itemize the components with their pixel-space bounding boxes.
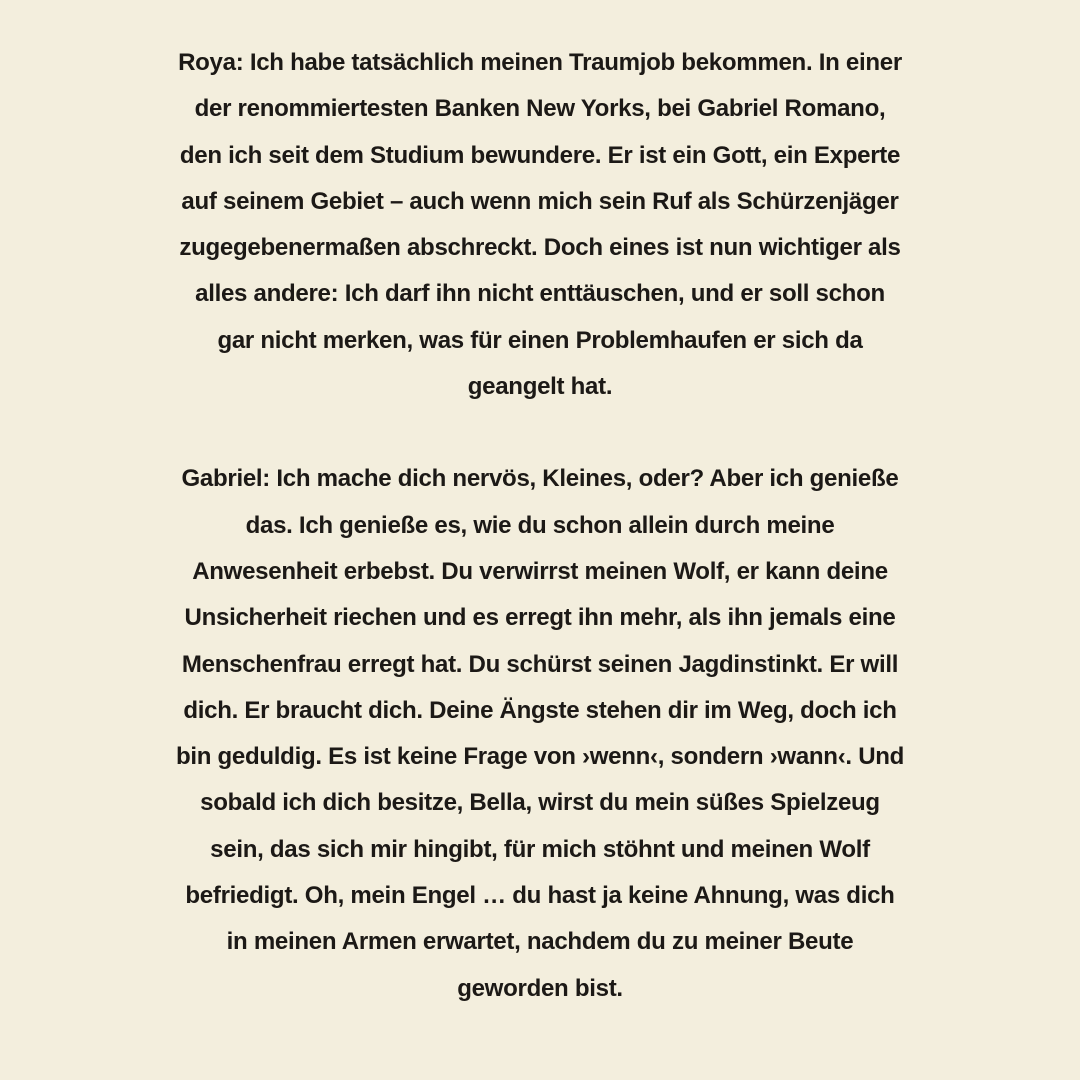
text-line: der renommiertesten Banken New Yorks, bei Gabriel Romano, [194, 95, 886, 123]
text-line: Anwesenheit erbebst. Du verwirrst meinen Wolf, er kann deine [192, 557, 888, 585]
text-line: Gabriel: Ich mache dich nervös, Kleines, oder? Aber ich genieße [181, 465, 899, 493]
text-line: Unsicherheit riechen und es erregt ihn mehr, als ihn jemals eine [184, 604, 896, 632]
text-line: sobald ich dich besitze, Bella, wirst du mein süßes Spielzeug [200, 789, 880, 817]
text-line: Roya: Ich habe tatsächlich meinen Traumjob bekommen. In einer [178, 49, 902, 76]
text-line: geangelt hat. [467, 373, 613, 401]
text-line: befriedigt. Oh, mein Engel … du hast ja keine Ahnung, was dich [185, 882, 895, 910]
text-line: alles andere: Ich darf ihn nicht enttäuschen, und er soll schon [195, 280, 885, 308]
text-line: dich. Er braucht dich. Deine Ängste stehen dir im Weg, doch ich [183, 696, 897, 724]
text-line: das. Ich genieße es, wie du schon allein durch meine [245, 511, 835, 539]
text-line: bin geduldig. Es ist keine Frage von ›wenn‹, sondern ›wann‹. Und [175, 743, 905, 771]
text-line: gar nicht merken, was für einen Problemhaufen er sich da [217, 326, 863, 354]
quote-document [0, 40, 1080, 1012]
paragraph-roya [0, 40, 1080, 410]
text-line: geworden bist. [457, 974, 623, 1002]
text-line: sein, das sich mir hingibt, für mich stöhnt und meinen Wolf [210, 835, 870, 863]
text-line: in meinen Armen erwartet, nachdem du zu meiner Beute [226, 928, 854, 956]
text-line: Menschenfrau erregt hat. Du schürst seinen Jagdinstinkt. Er will [181, 650, 899, 678]
text-line: auf seinem Gebiet – auch wenn mich sein Ruf als Schürzenjäger [181, 187, 899, 215]
paragraph-gabriel [0, 456, 1080, 1012]
text-line: zugegebenermaßen abschreckt. Doch eines ist nun wichtiger als [179, 234, 901, 262]
text-line: den ich seit dem Studium bewundere. Er ist ein Gott, ein Experte [179, 141, 901, 169]
